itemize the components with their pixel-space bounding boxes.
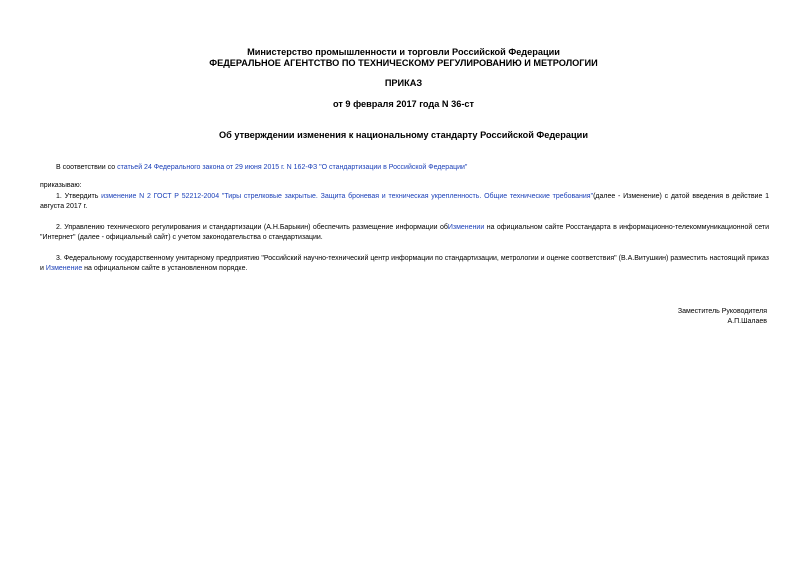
item-2-prefix: 2. Управлению технического регулирования и стандартизации (А.Н.Барыкин) обеспечить размещение информации об bbox=[56, 224, 448, 231]
item-1 bbox=[40, 192, 769, 212]
item-3-change-link[interactable]: Изменение bbox=[45, 265, 83, 272]
signature-block bbox=[678, 307, 767, 327]
item-3 bbox=[40, 254, 769, 274]
doc-date-number: от 9 февраля 2017 года N 36-ст bbox=[332, 99, 474, 109]
item-2-change-link[interactable]: Изменении bbox=[447, 224, 485, 231]
preamble-law-link[interactable]: статьей 24 Федерального закона от 29 июня 2015 г. N 162-ФЗ "О стандартизации в Российской Федерации" bbox=[117, 164, 468, 171]
item-2-suffix: на официальном сайте Росстандарта в информационно-телекоммуникационной сети "Интернет" (далее - официальный сайт) с учетом законодательства о стандартизации. bbox=[40, 224, 769, 241]
ministry-title: Министерство промышленности и торговли Российской Федерации bbox=[247, 47, 560, 57]
preamble bbox=[56, 163, 467, 172]
item-2 bbox=[40, 223, 769, 243]
item-1-standard-link[interactable]: изменение N 2 ГОСТ Р 52212-2004 "Тиры стрелковые закрытые. Защита броневая и техническая укрепленность. Общие технические требования" bbox=[101, 193, 594, 200]
preamble-prefix: В соответствии со bbox=[56, 164, 118, 171]
item-3-prefix: 3. Федеральному государственному унитарному предприятию "Российский научно-технический центр информации по стандартизации, метрологии и оценке соответствия" (В.А.Витушкин) разместить настоящий приказ и bbox=[40, 255, 769, 272]
doc-subject: Об утверждении изменения к национальному стандарту Российской Федерации bbox=[219, 130, 588, 140]
item-3-suffix: на официальном сайте в установленном порядке. bbox=[82, 265, 248, 272]
agency-title: ФЕДЕРАЛЬНОЕ АГЕНТСТВО ПО ТЕХНИЧЕСКОМУ РЕГУЛИРОВАНИЮ И МЕТРОЛОГИИ bbox=[209, 58, 598, 68]
item-1-suffix: (далее - Изменение) с датой введения в действие 1 августа 2017 г. bbox=[40, 193, 769, 210]
doc-type: ПРИКАЗ bbox=[384, 78, 423, 88]
signature-position: Заместитель Руководителя bbox=[677, 308, 767, 315]
signature-name: А.П.Шалаев bbox=[727, 318, 767, 325]
item-1-prefix: 1. Утвердить bbox=[56, 193, 102, 200]
order-word: приказываю: bbox=[40, 182, 82, 189]
